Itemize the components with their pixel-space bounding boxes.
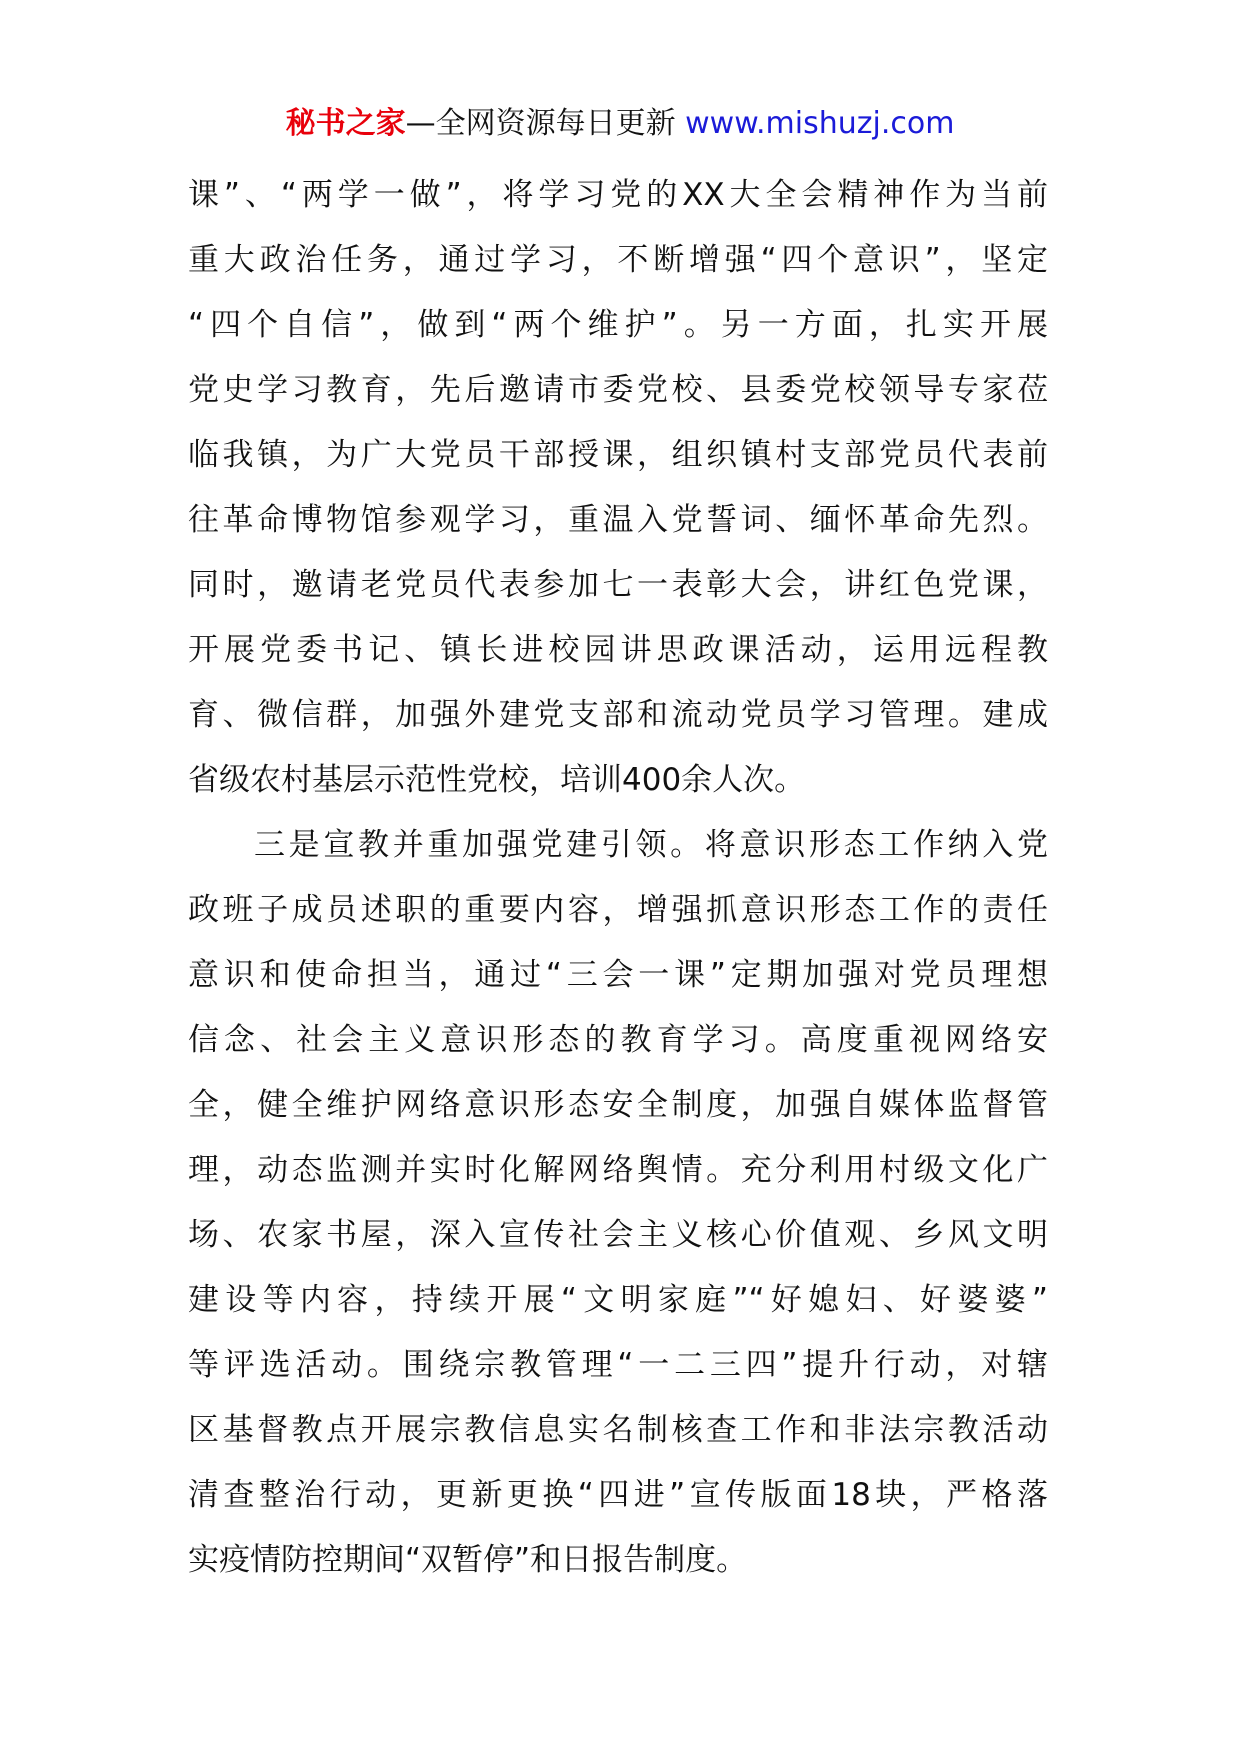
text-line: 等评选活动。围绕宗教管理“一二三四”提升行动，对辖 <box>188 1347 1048 1383</box>
text-line: 开展党委书记、镇长进校园讲思政课活动，运用远程教 <box>188 632 1048 668</box>
text-line: 同时，邀请老党员代表参加七一表彰大会，讲红色党课， <box>188 567 1048 603</box>
text-line: 临我镇，为广大党员干部授课，组织镇村支部党员代表前 <box>188 437 1048 473</box>
text-line: 场、农家书屋，深入宣传社会主义核心价值观、乡风文明 <box>188 1217 1048 1253</box>
text-line: 建设等内容，持续开展“文明家庭”“好媳妇、好婆婆” <box>188 1282 1048 1318</box>
text-line: 育、微信群，加强外建党支部和流动党员学习管理。建成 <box>188 697 1048 733</box>
text-line: 全，健全维护网络意识形态安全制度，加强自媒体监督管 <box>188 1087 1048 1123</box>
document-body <box>188 163 1048 1593</box>
text-line: 课”、“两学一做”，将学习党的XX大全会精神作为当前 <box>188 177 1048 213</box>
text-line: 重大政治任务，通过学习，不断增强“四个意识”，坚定 <box>188 242 1048 278</box>
text-line: 区基督教点开展宗教信息实名制核查工作和非法宗教活动 <box>188 1412 1048 1448</box>
paragraph-end-line: 省级农村基层示范性党校，培训400余人次。 <box>188 762 806 798</box>
site-brand: 秘书之家 <box>285 106 406 141</box>
site-slogan: —全网资源每日更新 <box>405 106 686 141</box>
site-url: www.mishuzj.com <box>685 106 955 141</box>
text-line: 清查整治行动，更新更换“四进”宣传版面18块，严格落 <box>188 1477 1048 1513</box>
text-line: 党史学习教育，先后邀请市委党校、县委党校领导专家莅 <box>188 372 1048 408</box>
text-line: 信念、社会主义意识形态的教育学习。高度重视网络安 <box>188 1022 1048 1058</box>
text-line: “四个自信”，做到“两个维护”。另一方面，扎实开展 <box>188 307 1048 343</box>
text-line: 政班子成员述职的重要内容，增强抓意识形态工作的责任 <box>188 892 1048 928</box>
paragraph-end-line: 实疫情防控期间“双暂停”和日报告制度。 <box>188 1542 748 1578</box>
text-line: 理，动态监测并实时化解网络舆情。充分利用村级文化广 <box>188 1152 1048 1188</box>
text-line: 意识和使命担当，通过“三会一课”定期加强对党员理想 <box>188 957 1048 993</box>
paragraph-start-line: 三是宣教并重加强党建引领。将意识形态工作纳入党 <box>254 827 1048 863</box>
text-line: 往革命博物馆参观学习，重温入党誓词、缅怀革命先烈。 <box>188 502 1048 538</box>
watermark-header <box>0 100 1240 148</box>
